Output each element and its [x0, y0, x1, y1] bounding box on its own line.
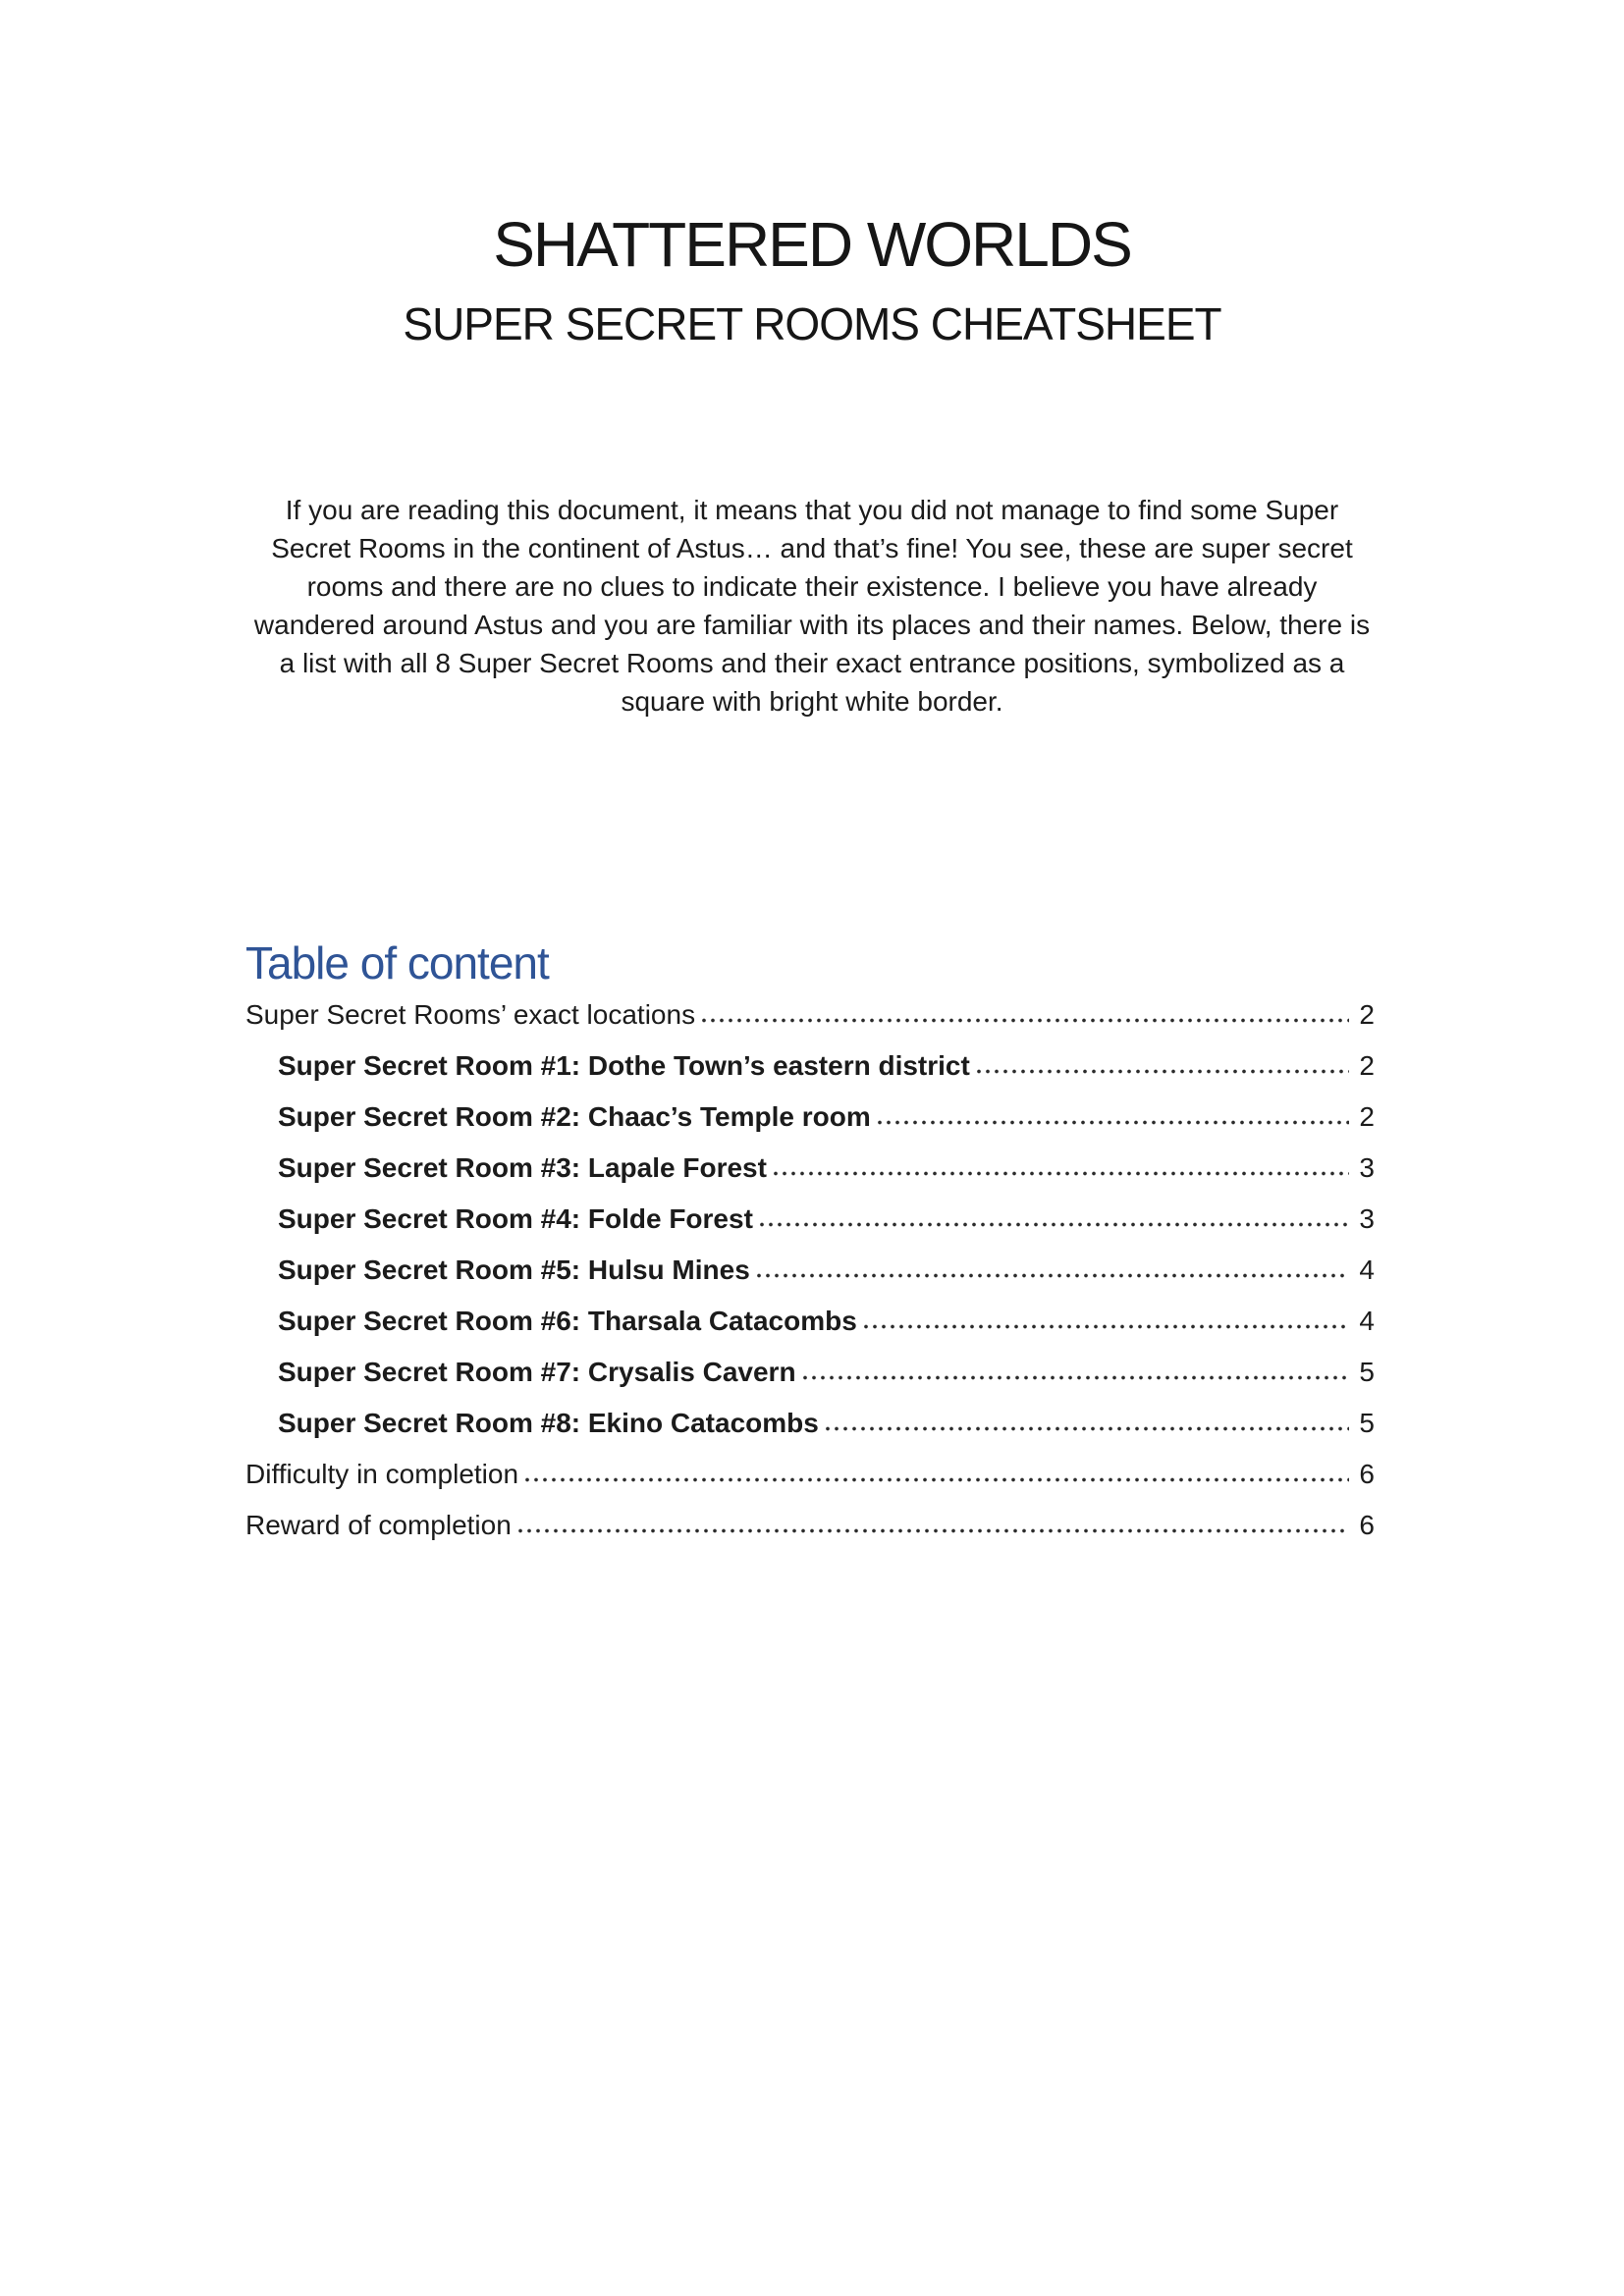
intro-line: wandered around Astus and you are familiar with its places and their names. Below, there is — [253, 610, 1371, 640]
toc-page-number: 5 — [1359, 1357, 1375, 1387]
intro-line: Secret Rooms in the continent of Astus… and that’s fine! You see, these are super secret — [271, 533, 1353, 563]
toc-entry-label: Difficulty in completion — [245, 1459, 519, 1489]
toc-entry-reward[interactable] — [245, 1509, 1375, 1542]
toc-entry-label: Super Secret Room #1: Dothe Town’s eastern district — [278, 1050, 970, 1081]
toc-entry-label: Super Secret Room #5: Hulsu Mines — [278, 1255, 750, 1285]
intro-line: rooms and there are no clues to indicate their existence. I believe you have already — [306, 571, 1318, 602]
document-title: SHATTERED WORLDS — [493, 209, 1131, 280]
toc-entry-label: Super Secret Room #7: Crysalis Cavern — [278, 1357, 796, 1387]
toc-entry-room-7[interactable] — [245, 1356, 1375, 1389]
toc-entry-room-2[interactable] — [245, 1100, 1375, 1134]
toc-entry-room-3[interactable] — [245, 1151, 1375, 1185]
toc-page-number: 3 — [1359, 1203, 1375, 1234]
toc-entry-room-5[interactable] — [245, 1254, 1375, 1287]
table-of-contents — [245, 998, 1375, 1560]
intro-line: a list with all 8 Super Secret Rooms and their exact entrance positions, symbolized as a — [279, 648, 1345, 678]
toc-page-number: 6 — [1359, 1459, 1375, 1489]
intro-paragraph — [0, 491, 1624, 721]
toc-entry-label: Super Secret Room #2: Chaac’s Temple room — [278, 1101, 871, 1132]
toc-page-number: 3 — [1359, 1152, 1375, 1183]
toc-entry-room-4[interactable] — [245, 1202, 1375, 1236]
toc-page-number: 2 — [1359, 1101, 1375, 1132]
toc-entry-label: Super Secret Rooms’ exact locations — [245, 999, 696, 1030]
toc-entry-difficulty[interactable] — [245, 1458, 1375, 1491]
intro-line: If you are reading this document, it means that you did not manage to find some Super — [285, 495, 1339, 525]
document-subtitle: SUPER SECRET ROOMS CHEATSHEET — [403, 298, 1221, 349]
toc-entry-exact-locations[interactable] — [245, 998, 1375, 1032]
toc-heading: Table of content — [245, 937, 549, 988]
toc-page-number: 4 — [1359, 1255, 1375, 1285]
toc-entry-label: Super Secret Room #4: Folde Forest — [278, 1203, 753, 1234]
toc-entry-room-8[interactable] — [245, 1407, 1375, 1440]
toc-page-number: 4 — [1359, 1306, 1375, 1336]
toc-entry-label: Super Secret Room #3: Lapale Forest — [278, 1152, 767, 1183]
toc-entry-room-1[interactable] — [245, 1049, 1375, 1083]
toc-entry-label: Super Secret Room #8: Ekino Catacombs — [278, 1408, 819, 1438]
toc-page-number: 6 — [1359, 1510, 1375, 1540]
toc-entry-room-6[interactable] — [245, 1305, 1375, 1338]
toc-page-number: 2 — [1359, 999, 1375, 1030]
toc-page-number: 2 — [1359, 1050, 1375, 1081]
toc-page-number: 5 — [1359, 1408, 1375, 1438]
toc-entry-label: Super Secret Room #6: Tharsala Catacombs — [278, 1306, 857, 1336]
toc-entry-label: Reward of completion — [245, 1510, 512, 1540]
intro-line: square with bright white border. — [621, 686, 1003, 717]
